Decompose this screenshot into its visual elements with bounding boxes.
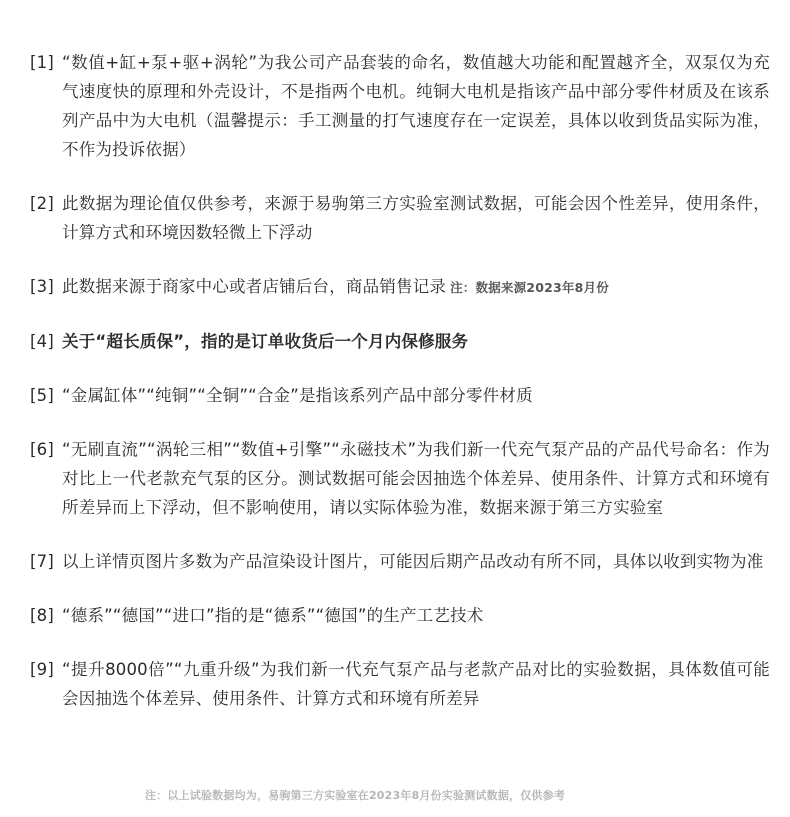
note-number: [5] (30, 386, 54, 405)
note-number: [8] (30, 606, 54, 625)
note-8 (30, 601, 770, 630)
footer-disclaimer: 注：以上试验数据均为，易驹第三方实验室在2023年8月份实验测试数据，仅供参考 (144, 789, 566, 802)
note-text-wrapper (62, 272, 770, 302)
note-number: [4] (30, 332, 54, 351)
disclaimer-notes-list (30, 48, 770, 738)
note-text: “数值+缸+泵+驱+涡轮”为我公司产品套装的命名，数值越大功能和配置越齐全，双泵仅为充气速度快的原理和外壳设计，不是指两个电机。纯铜大电机是指该产品中部分零件材质及在该系列产品中为大电机（温馨提示：手工测量的打气速度存在一定误差，具体以收到货品实际为准，不作为投诉依据） (62, 53, 770, 159)
note-number: [1] (30, 53, 54, 72)
note-3 (30, 272, 770, 302)
note-text: “无刷直流”“涡轮三相”“数值+引擎”“永磁技术”为我们新一代充气泵产品的产品代号命名：作为对比上一代老款充气泵的区分。测试数据可能会因抽选个体差异、使用条件、计算方式和环境有所差异而上下浮动，但不影响使用，请以实际体验为准，数据来源于第三方实验室 (62, 440, 770, 517)
note-4 (30, 327, 770, 356)
note-text: 以上详情页图片多数为产品渲染设计图片，可能因后期产品改动有所不同，具体以收到实物为准 (62, 552, 764, 571)
note-number: [7] (30, 552, 54, 571)
note-number: [6] (30, 440, 54, 459)
note-2 (30, 189, 770, 247)
note-text: “德系”“德国”“进口”指的是“德系”“德国”的生产工艺技术 (62, 606, 484, 625)
note-1 (30, 48, 770, 164)
note-7 (30, 547, 770, 576)
note-9 (30, 655, 770, 713)
note-text: “提升8000倍”“九重升级”为我们新一代充气泵产品与老款产品对比的实验数据，具体数值可能会因抽选个体差异、使用条件、计算方式和环境有所差异 (62, 660, 770, 708)
note-6 (30, 435, 770, 522)
note-5 (30, 381, 770, 410)
note-text: “金属缸体”“纯铜”“全铜”“合金”是指该系列产品中部分零件材质 (62, 386, 533, 405)
note-text: 关于“超长质保”，指的是订单收货后一个月内保修服务 (62, 332, 469, 351)
note-number: [3] (30, 277, 54, 296)
note-inline-source: 注：数据来源2023年8月份 (450, 280, 609, 295)
note-number: [9] (30, 660, 54, 679)
note-text: 此数据为理论值仅供参考，来源于易驹第三方实验室测试数据，可能会因个性差异，使用条件，计算方式和环境因数轻微上下浮动 (62, 194, 770, 242)
note-number: [2] (30, 194, 54, 213)
note-text: 此数据来源于商家中心或者店铺后台，商品销售记录 (62, 277, 447, 296)
